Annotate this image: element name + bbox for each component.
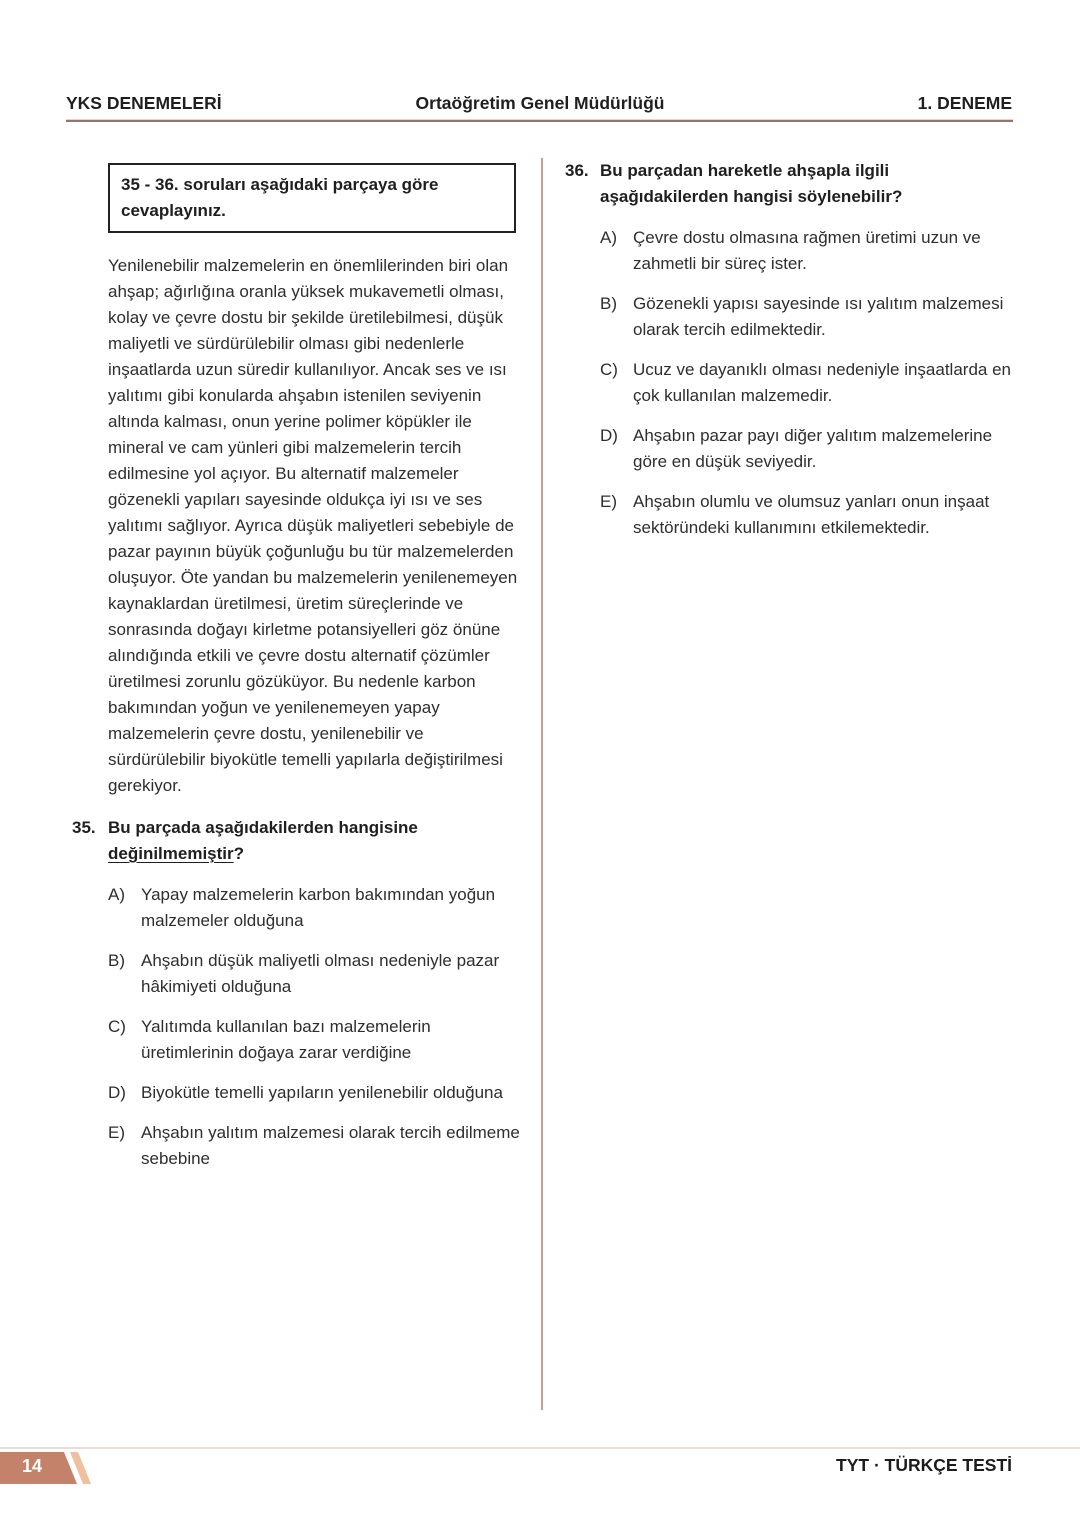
option-36-e xyxy=(600,489,1015,541)
option-36-e-letter: E) xyxy=(600,492,617,511)
option-36-c xyxy=(600,357,1015,409)
header-exam-number: 1. DENEME xyxy=(917,93,1012,113)
header-institution: Ortaöğretim Genel Müdürlüğü xyxy=(415,93,665,113)
option-36-d-text: Ahşabın pazar payı diğer yalıtım malzemelerine göre en düşük seviyedir. xyxy=(633,426,993,471)
question-36-options xyxy=(600,225,1015,541)
reading-passage: Yenilenebilir malzemelerin en önemlilerinden biri olan ahşap; ağırlığına oranla yüksek mukavemetli olması, kolay ve çevre dostu bir şekilde üretilebilmesi, düşük maliyetli ve sürdürülebilir olması gibi nedenlerle inşaatlarda uzun süredir kullanılıyor. Ancak ses ve ısı yalıtımı gibi konularda ahşabın istenilen seviyenin altında kalması, onun yerine polimer köpükler ile mineral ve cam yünleri gibi malzemelerin tercih edilmesine yol açıyor. Bu alternatif malzemeler gözenekli yapıları sayesinde oldukça iyi ısı ve ses yalıtımı sağlıyor. Ayrıca düşük maliyetleri sebebiyle de pazar payının büyük çoğunluğu bu tür malzemelerden oluşuyor. Öte yandan bu malzemelerin yenilenemeyen kaynaklardan üretilmesi, üretim süreçlerinde ve sonrasında doğayı kirletme potansiyelleri göz önüne alındığında etkili ve çevre dostu alternatif çözümler üretilmesi zorunlu gözüküyor. Bu nedenle karbon bakımından yoğun ve yenilenemeyen yapay malzemelerin çevre dostu, yenilenebilir ve sürdürülebilir biyokütle temelli yapılarla değiştirilmesi gerekiyor. xyxy=(108,256,518,795)
option-36-b-letter: B) xyxy=(600,294,617,313)
option-35-d-letter: D) xyxy=(108,1083,126,1102)
header-booklet-title: YKS DENEMELERİ xyxy=(66,93,222,113)
question-36-stem: Bu parçadan hareketle ahşapla ilgili aşağıdakilerden hangisi söylenebilir? xyxy=(600,161,903,206)
option-35-d xyxy=(108,1080,522,1106)
header-rule xyxy=(66,119,1013,122)
column-divider xyxy=(541,158,543,1410)
option-36-d xyxy=(600,423,1015,475)
option-35-a xyxy=(108,882,522,934)
option-35-d-text: Biyokütle temelli yapıların yenilenebilir olduğuna xyxy=(141,1083,503,1102)
question-36 xyxy=(565,158,1015,555)
page-number: 14 xyxy=(21,1456,43,1476)
option-36-a-text: Çevre dostu olmasına rağmen üretimi uzun ve zahmetli bir süreç ister. xyxy=(633,228,981,273)
option-35-e-letter: E) xyxy=(108,1123,125,1142)
question-36-body xyxy=(600,158,1015,555)
left-column xyxy=(72,163,522,1186)
option-35-a-letter: A) xyxy=(108,885,125,904)
question-35-body xyxy=(108,815,522,1186)
question-35 xyxy=(72,815,522,1186)
question-35-options xyxy=(108,882,522,1172)
question-36-number: 36. xyxy=(565,161,589,180)
question-35-number: 35. xyxy=(72,818,96,837)
option-35-b-text: Ahşabın düşük maliyetli olması nedeniyle pazar hâkimiyeti olduğuna xyxy=(141,951,500,996)
option-36-b xyxy=(600,291,1015,343)
option-35-c xyxy=(108,1014,522,1066)
page-number-tab xyxy=(0,1452,110,1484)
option-36-b-text: Gözenekli yapısı sayesinde ısı yalıtım malzemesi olarak tercih edilmektedir. xyxy=(633,294,1004,339)
option-35-c-letter: C) xyxy=(108,1017,126,1036)
question-35-stem xyxy=(108,815,512,867)
instruction-box xyxy=(108,163,516,233)
footer-rule xyxy=(0,1447,1080,1449)
option-36-c-text: Ucuz ve dayanıklı olması nedeniyle inşaatlarda en çok kullanılan malzemedir. xyxy=(633,360,1011,405)
question-35-stem-underlined: değinilmemiştir xyxy=(108,844,234,863)
right-column xyxy=(565,158,1015,555)
option-36-a xyxy=(600,225,1015,277)
option-35-a-text: Yapay malzemelerin karbon bakımından yoğun malzemeler olduğuna xyxy=(141,885,496,930)
option-36-a-letter: A) xyxy=(600,228,617,247)
question-35-stem-after: ? xyxy=(233,844,245,863)
option-36-d-letter: D) xyxy=(600,426,618,445)
option-36-c-letter: C) xyxy=(600,360,618,379)
option-35-e xyxy=(108,1120,522,1172)
option-35-b-letter: B) xyxy=(108,951,125,970)
option-35-c-text: Yalıtımda kullanılan bazı malzemelerin üretimlerinin doğaya zarar verdiğine xyxy=(141,1017,431,1062)
question-35-stem-before: Bu parçada aşağıdakilerden hangisine xyxy=(108,818,418,837)
option-35-e-text: Ahşabın yalıtım malzemesi olarak tercih edilmeme sebebine xyxy=(141,1123,520,1168)
option-36-e-text: Ahşabın olumlu ve olumsuz yanları onun inşaat sektöründeki kullanımını etkilemektedir. xyxy=(633,492,990,537)
instruction-text: 35 - 36. soruları aşağıdaki parçaya göre cevaplayınız. xyxy=(121,175,439,220)
footer-test-title: TYT · TÜRKÇE TESTİ xyxy=(836,1455,1012,1475)
option-35-b xyxy=(108,948,522,1000)
